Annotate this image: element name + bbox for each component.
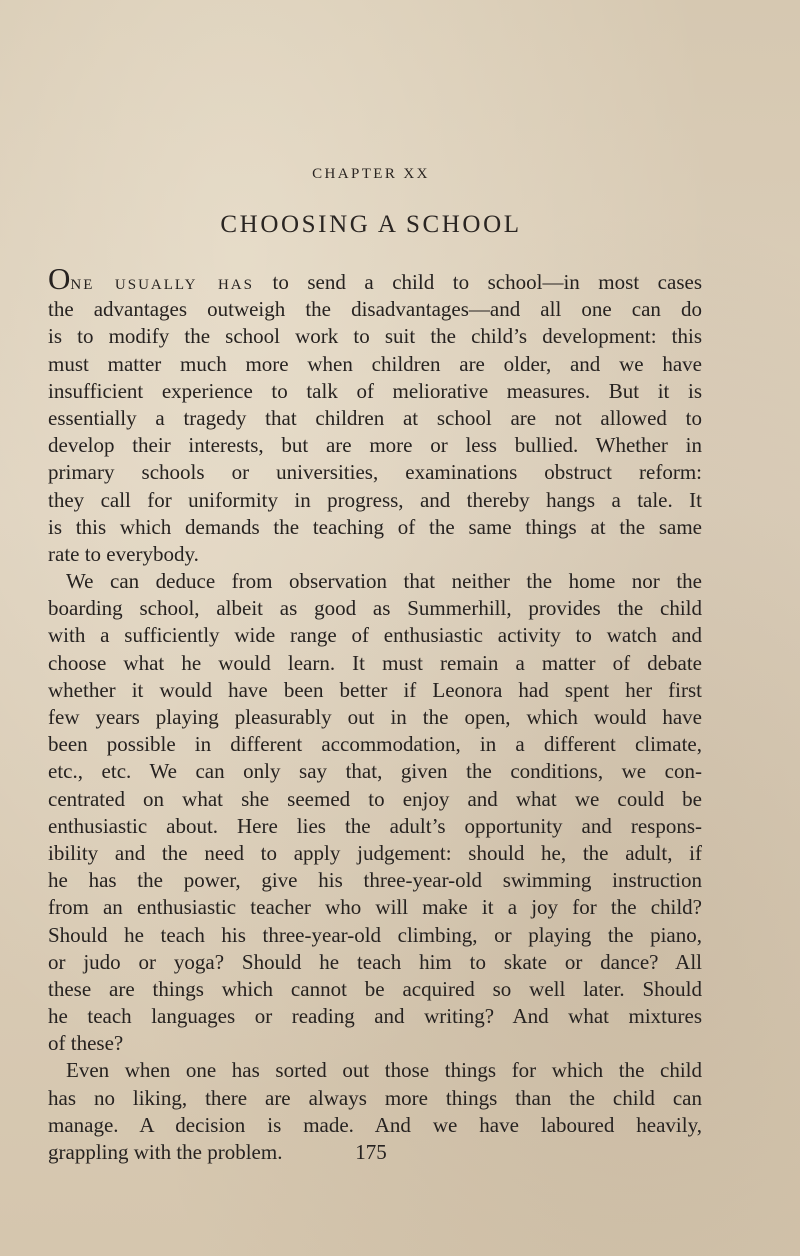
opening-line — [48, 261, 702, 296]
text-line: is to modify the school work to suit the child’s development: this — [48, 324, 702, 349]
text-line: few years playing pleasurably out in the open, which would have — [48, 705, 702, 729]
text-line: essentially a tragedy that children at school are not allowed to — [48, 405, 702, 430]
paragraph-lines — [48, 296, 702, 1166]
text-line: manage. A decision is made. And we have laboured heavily, — [48, 1112, 702, 1137]
text-line: been possible in different accommodation, in a different climate, — [48, 732, 702, 757]
text-line: of these? — [48, 1031, 124, 1056]
text-line: with a sufficiently wide range of enthusiastic activity to watch and — [48, 623, 702, 648]
text-line: must matter much more when children are older, and we have — [48, 351, 702, 376]
text-line: develop their interests, but are more or less bullied. Whether in — [48, 433, 702, 458]
text-line: We can deduce from observation that neither the home nor the — [66, 569, 702, 594]
text-line: is this which demands the teaching of the same things at the same — [48, 514, 702, 539]
text-line: choose what he would learn. It must remain a matter of debate — [48, 650, 702, 675]
text-line: insufficient experience to talk of meliorative measures. But it is — [48, 378, 702, 403]
text-line: whether it would have been better if Leonora had spent her first — [48, 677, 702, 702]
text-line: these are things which cannot be acquired so well later. Should — [48, 976, 702, 1001]
text-line: Should he teach his three-year-old climbing, or playing the piano, — [48, 922, 702, 947]
text-line: he has the power, give his three-year-old swimming instruction — [48, 868, 702, 893]
text-line: Even when one has sorted out those things for which the child — [66, 1058, 702, 1083]
text-line: enthusiastic about. Here lies the adult’s opportunity and respons- — [48, 813, 702, 838]
text-line: the advantages outweigh the disadvantages—and all one can do — [48, 297, 702, 322]
text-line: boarding school, albeit as good as Summerhill, provides the child — [48, 596, 702, 621]
page-number: 175 — [355, 1140, 387, 1164]
text-line: etc., etc. We can only say that, given the conditions, we con- — [48, 759, 702, 784]
text-line: he teach languages or reading and writing? And what mixtures — [48, 1004, 702, 1029]
opening-small-caps: ne usually has — [70, 270, 254, 294]
text-line: grappling with the problem. — [48, 1140, 283, 1164]
text-line: from an enthusiastic teacher who will make it a joy for the child? — [48, 895, 702, 920]
drop-cap: O — [48, 261, 71, 296]
chapter-title: CHOOSING A SCHOOL — [220, 211, 522, 238]
text-line: rate to everybody. — [48, 541, 199, 566]
text-line: centrated on what she seemed to enjoy and what we could be — [48, 786, 702, 811]
text-line: primary schools or universities, examinations obstruct reform: — [48, 460, 702, 485]
text-line: ibility and the need to apply judgement: should he, the adult, if — [48, 840, 702, 865]
body-text — [48, 261, 702, 1166]
opening-line-rest: to send a child to school—in most cases — [253, 270, 702, 294]
chapter-number: CHAPTER XX — [312, 166, 430, 182]
text-line: or judo or yoga? Should he teach him to skate or dance? All — [48, 949, 702, 974]
text-line: has no liking, there are always more things than the child can — [48, 1085, 702, 1110]
text-line: they call for uniformity in progress, and thereby hangs a tale. It — [48, 487, 702, 512]
